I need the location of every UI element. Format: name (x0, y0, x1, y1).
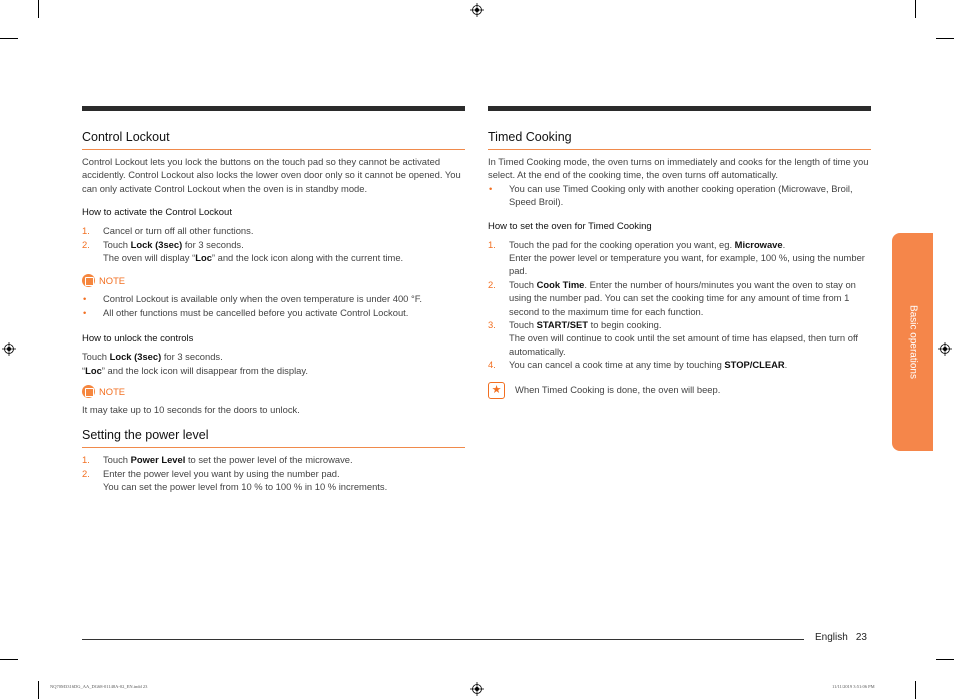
footer (815, 632, 867, 643)
list-item: 2. Touch Cook Time. Enter the number of hours/minutes you want the oven to stay on using the number pad. You can set the cooking time for any amount of time from 1 second to the maximum time for each function. (488, 278, 856, 317)
timed-cooking-bullets (488, 182, 871, 209)
section-rule (488, 106, 871, 111)
list-item: 1. Touch the pad for the cooking operation you want, eg. Microwave. Enter the power level or temperature you want, for example, 100 %, using the number pad. (488, 238, 865, 277)
list-item: 1. Cancel or turn off all other functions. (82, 225, 254, 237)
list-item: • You can use Timed Cooking only with another cooking operation (Microwave, Broil, Speed Broil). (489, 182, 853, 208)
set-timed-heading: How to set the oven for Timed Cooking (488, 220, 652, 232)
note-icon (82, 385, 95, 398)
list-item: 3. Touch START/SET to begin cooking. The oven will continue to cook until the set amount of time has elapsed, then turn off automatically. (488, 319, 858, 357)
crop-mark (0, 38, 18, 39)
unlock-note: It may take up to 10 seconds for the doors to unlock. (82, 404, 300, 416)
section-tab-label: Basic operations (907, 305, 918, 379)
timed-cooking-intro: In Timed Cooking mode, the oven turns on immediately and cooks for the length of time you select. At the end of the cooking time, the oven turns off automatically. (488, 156, 869, 181)
section-rule (82, 106, 465, 111)
list-item: 1. Touch Power Level to set the power level of the microwave. (82, 454, 353, 466)
right-column (488, 106, 871, 399)
registration-mark-icon (2, 342, 16, 356)
note-icon (82, 274, 95, 287)
registration-mark-icon (470, 3, 484, 17)
timed-cooking-title: Timed Cooking (488, 130, 871, 150)
activate-heading: How to activate the Control Lockout (82, 207, 232, 219)
power-steps (82, 453, 465, 493)
power-level-title: Setting the power level (82, 428, 465, 448)
list-item: 4. You can cancel a cook time at any time by touching STOP/CLEAR. (488, 359, 788, 371)
registration-mark-icon (938, 342, 952, 356)
unlock-line: Touch Lock (3sec) for 3 seconds. (82, 351, 223, 363)
footer-language: English (815, 632, 848, 643)
tip: ★ When Timed Cooking is done, the oven will beep. (488, 382, 871, 399)
print-imprint: NQ70M3316DG_AA_DG68-01148A-02_EN.indd 23 (50, 684, 148, 689)
registration-mark-icon (470, 682, 484, 696)
list-item: • Control Lockout is available only when the oven temperature is under 400 °F. (83, 293, 423, 305)
crop-mark (915, 0, 916, 18)
star-icon: ★ (488, 382, 505, 399)
left-column (82, 106, 465, 494)
control-lockout-intro: Control Lockout lets you lock the buttons on the touch pad so they cannot be activated accidently. Control Lockout also locks the lower oven door only so it cannot be opened. You can only activate Control Lockout when the oven is in standby mode. (82, 156, 461, 194)
crop-mark (936, 38, 954, 39)
unlock-line: “Loc” and the lock icon will disappear from the display. (82, 364, 308, 376)
unlock-heading: How to unlock the controls (82, 333, 194, 345)
crop-mark (0, 659, 18, 660)
page-number: 23 (855, 632, 867, 643)
crop-mark (38, 681, 39, 699)
note-label: NOTE (82, 385, 465, 398)
control-lockout-title: Control Lockout (82, 130, 465, 150)
crop-mark (38, 0, 39, 18)
list-item: 2. Enter the power level you want by using the number pad. You can set the power level from 10 % to 100 % in 10 % increments. (82, 467, 388, 493)
section-tab (892, 233, 933, 451)
crop-mark (936, 659, 954, 660)
timed-steps (488, 238, 871, 372)
activate-steps (82, 224, 465, 264)
print-date: 11/11/2019 3:51:06 PM (832, 684, 875, 689)
list-item: 2. Touch Lock (3sec) for 3 seconds. The oven will display “Loc” and the lock icon along with the current time. (82, 238, 404, 264)
lockout-notes (82, 292, 465, 319)
list-item: • All other functions must be cancelled before you activate Control Lockout. (83, 306, 409, 318)
note-label: NOTE (82, 274, 465, 287)
footer-rule (82, 639, 804, 640)
crop-mark (915, 681, 916, 699)
